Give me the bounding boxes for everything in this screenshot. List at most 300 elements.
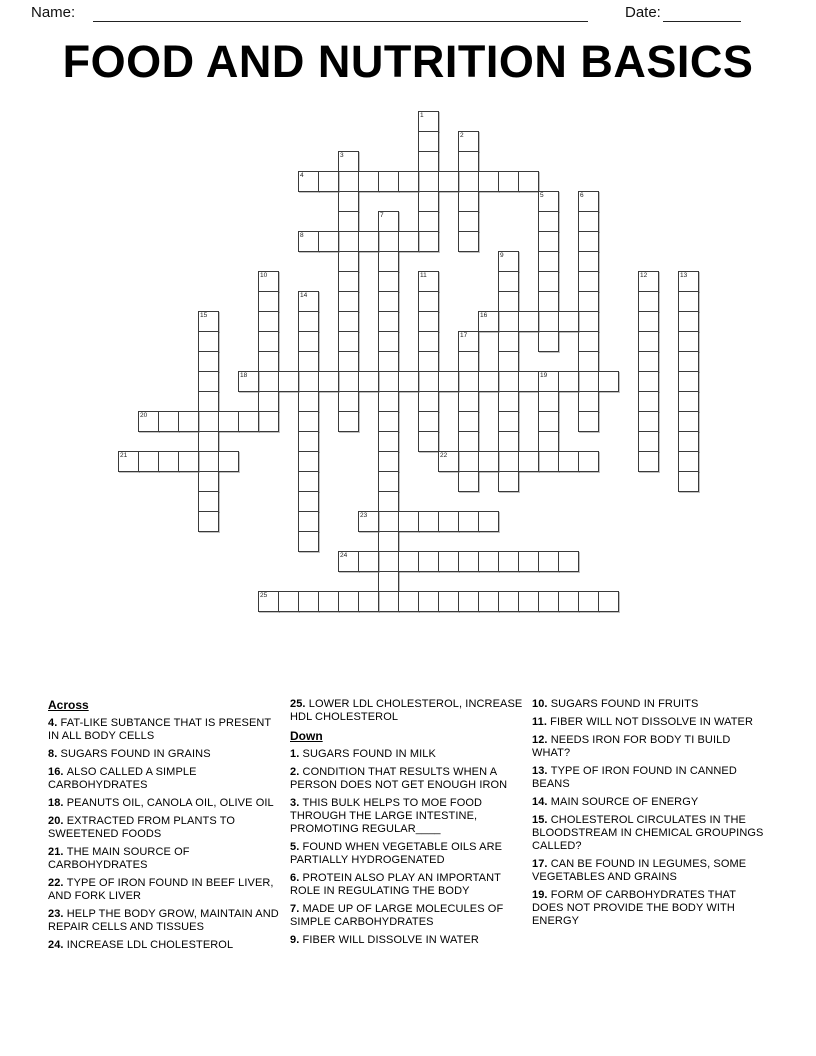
crossword-cell[interactable] — [198, 431, 219, 452]
crossword-cell[interactable] — [258, 271, 279, 292]
crossword-cell[interactable] — [198, 451, 219, 472]
crossword-cell[interactable] — [558, 371, 579, 392]
crossword-cell[interactable] — [318, 591, 339, 612]
crossword-cell[interactable] — [458, 451, 479, 472]
crossword-cell[interactable] — [338, 151, 359, 172]
clue-number: 16. — [48, 766, 67, 778]
crossword-cell[interactable] — [158, 411, 179, 432]
crossword-cell[interactable] — [198, 371, 219, 392]
crossword-cell[interactable] — [358, 591, 379, 612]
crossword-cell[interactable] — [338, 551, 359, 572]
crossword-cell[interactable] — [458, 471, 479, 492]
crossword-cell[interactable] — [218, 451, 239, 472]
crossword-cell[interactable] — [458, 131, 479, 152]
crossword-cell[interactable] — [258, 411, 279, 432]
crossword-cell[interactable] — [418, 191, 439, 212]
crossword-cell[interactable] — [178, 411, 199, 432]
crossword-cell[interactable] — [318, 371, 339, 392]
crossword-cell[interactable] — [538, 431, 559, 452]
crossword-cell[interactable] — [638, 431, 659, 452]
clue-section — [48, 698, 774, 957]
name-label: Name: — [31, 4, 76, 21]
crossword-cell[interactable] — [438, 451, 459, 472]
crossword-cell[interactable] — [638, 411, 659, 432]
crossword-cell[interactable] — [298, 471, 319, 492]
crossword-cell[interactable] — [538, 551, 559, 572]
crossword-cell[interactable] — [298, 311, 319, 332]
crossword-cell[interactable] — [418, 111, 439, 132]
crossword-cell[interactable] — [118, 451, 139, 472]
crossword-cell[interactable] — [378, 331, 399, 352]
clue-item — [290, 748, 527, 761]
crossword-cell[interactable] — [418, 311, 439, 332]
crossword-cell[interactable] — [318, 171, 339, 192]
crossword-cell[interactable] — [638, 451, 659, 472]
crossword-cell[interactable] — [638, 391, 659, 412]
cell-number: 13 — [680, 272, 688, 279]
crossword-cell[interactable] — [298, 391, 319, 412]
cell-number: 18 — [240, 372, 248, 379]
crossword-cell[interactable] — [558, 311, 579, 332]
crossword-cell[interactable] — [398, 591, 419, 612]
crossword-cell[interactable] — [378, 291, 399, 312]
crossword-cell[interactable] — [458, 411, 479, 432]
crossword-cell[interactable] — [578, 251, 599, 272]
crossword-cell[interactable] — [418, 351, 439, 372]
crossword-cell[interactable] — [498, 451, 519, 472]
clue-text: SUGARS FOUND IN FRUITS — [550, 698, 699, 710]
crossword-cell[interactable] — [298, 531, 319, 552]
cell-number: 2 — [460, 132, 464, 139]
crossword-cell[interactable] — [298, 451, 319, 472]
crossword-cell[interactable] — [498, 291, 519, 312]
crossword-cell[interactable] — [638, 311, 659, 332]
clue-number: 15. — [532, 814, 551, 826]
crossword-cell[interactable] — [258, 311, 279, 332]
crossword-cell[interactable] — [338, 411, 359, 432]
crossword-cell[interactable] — [458, 591, 479, 612]
crossword-cell[interactable] — [198, 391, 219, 412]
crossword-cell[interactable] — [138, 411, 159, 432]
crossword-cell[interactable] — [478, 511, 499, 532]
crossword-cell[interactable] — [358, 231, 379, 252]
crossword-cell[interactable] — [378, 231, 399, 252]
crossword-cell[interactable] — [418, 371, 439, 392]
crossword-cell[interactable] — [678, 311, 699, 332]
crossword-cell[interactable] — [398, 371, 419, 392]
crossword-cell[interactable] — [518, 311, 539, 332]
crossword-cell[interactable] — [678, 371, 699, 392]
crossword-cell[interactable] — [458, 551, 479, 572]
crossword-cell[interactable] — [298, 511, 319, 532]
crossword-cell[interactable] — [538, 391, 559, 412]
crossword-cell[interactable] — [458, 191, 479, 212]
cell-number: 10 — [260, 272, 268, 279]
crossword-cell[interactable] — [198, 511, 219, 532]
crossword-cell[interactable] — [338, 311, 359, 332]
cell-number: 20 — [140, 412, 148, 419]
crossword-cell[interactable] — [578, 191, 599, 212]
crossword-cell[interactable] — [498, 331, 519, 352]
clue-number: 4. — [48, 717, 61, 729]
crossword-cell[interactable] — [278, 591, 299, 612]
crossword-cell[interactable] — [298, 331, 319, 352]
clue-number: 25. — [290, 698, 309, 710]
crossword-cell[interactable] — [378, 211, 399, 232]
crossword-cell[interactable] — [338, 331, 359, 352]
crossword-cell[interactable] — [358, 371, 379, 392]
crossword-cell[interactable] — [338, 291, 359, 312]
crossword-cell[interactable] — [378, 271, 399, 292]
crossword-cell[interactable] — [378, 551, 399, 572]
crossword-cell[interactable] — [138, 451, 159, 472]
crossword-cell[interactable] — [358, 551, 379, 572]
name-fill-line[interactable] — [93, 5, 588, 22]
crossword-cell[interactable] — [638, 351, 659, 372]
clue-number: 13. — [532, 765, 551, 777]
date-fill-line[interactable] — [663, 5, 741, 22]
crossword-cell[interactable] — [398, 231, 419, 252]
crossword-cell[interactable] — [338, 391, 359, 412]
crossword-cell[interactable] — [518, 171, 539, 192]
down-heading: Down — [290, 729, 323, 743]
clue-text: TYPE OF IRON FOUND IN CANNED BEANS — [532, 765, 737, 790]
crossword-cell[interactable] — [398, 551, 419, 572]
clue-text: THIS BULK HELPS TO MOE FOOD THROUGH THE LARGE INTESTINE, PROMOTING REGULAR____ — [290, 797, 483, 835]
crossword-cell[interactable] — [378, 531, 399, 552]
clue-item — [532, 765, 769, 791]
clue-item — [48, 939, 285, 952]
crossword-cell[interactable] — [578, 231, 599, 252]
crossword-cell[interactable] — [318, 231, 339, 252]
crossword-cell[interactable] — [678, 431, 699, 452]
crossword-cell[interactable] — [378, 471, 399, 492]
crossword-cell[interactable] — [678, 291, 699, 312]
crossword-cell[interactable] — [518, 371, 539, 392]
clue-number: 7. — [290, 903, 303, 915]
crossword-cell[interactable] — [578, 311, 599, 332]
crossword-cell[interactable] — [498, 311, 519, 332]
crossword-cell[interactable] — [598, 371, 619, 392]
clue-item — [290, 903, 527, 929]
crossword-cell[interactable] — [638, 271, 659, 292]
clue-text: EXTRACTED FROM PLANTS TO SWEETENED FOODS — [48, 815, 235, 840]
crossword-cell[interactable] — [538, 211, 559, 232]
crossword-cell[interactable] — [198, 351, 219, 372]
clue-text: LOWER LDL CHOLESTEROL, INCREASE HDL CHOLESTEROL — [290, 698, 523, 723]
crossword-cell[interactable] — [578, 391, 599, 412]
crossword-cell[interactable] — [518, 591, 539, 612]
cell-number: 22 — [440, 452, 448, 459]
crossword-cell[interactable] — [418, 551, 439, 572]
crossword-cell[interactable] — [458, 351, 479, 372]
crossword-cell[interactable] — [458, 391, 479, 412]
clue-item — [290, 698, 527, 724]
crossword-cell[interactable] — [498, 591, 519, 612]
crossword-cell[interactable] — [578, 271, 599, 292]
crossword-cell[interactable] — [678, 411, 699, 432]
crossword-cell[interactable] — [418, 331, 439, 352]
crossword-cell[interactable] — [338, 171, 359, 192]
crossword-cell[interactable] — [378, 411, 399, 432]
crossword-cell[interactable] — [418, 411, 439, 432]
crossword-cell[interactable] — [338, 251, 359, 272]
crossword-cell[interactable] — [678, 451, 699, 472]
crossword-cell[interactable] — [238, 411, 259, 432]
clue-text: PEANUTS OIL, CANOLA OIL, OLIVE OIL — [66, 797, 274, 809]
clue-item — [48, 797, 285, 810]
crossword-cell[interactable] — [378, 451, 399, 472]
clue-item — [290, 797, 527, 836]
crossword-cell[interactable] — [458, 331, 479, 352]
crossword-cell[interactable] — [178, 451, 199, 472]
crossword-cell[interactable] — [198, 471, 219, 492]
crossword-cell[interactable] — [498, 371, 519, 392]
crossword-cell[interactable] — [538, 191, 559, 212]
clue-text: SUGARS FOUND IN MILK — [302, 748, 436, 760]
crossword-cell[interactable] — [538, 231, 559, 252]
crossword-cell[interactable] — [638, 291, 659, 312]
crossword-cell[interactable] — [378, 351, 399, 372]
crossword-cell[interactable] — [438, 551, 459, 572]
clue-text: CHOLESTEROL CIRCULATES IN THE BLOODSTREAM IN CHEMICAL GROUPINGS CALLED? — [532, 814, 764, 852]
clue-item — [532, 796, 769, 809]
crossword-cell[interactable] — [578, 211, 599, 232]
clue-item — [532, 889, 769, 928]
crossword-cell[interactable] — [418, 591, 439, 612]
crossword-cell[interactable] — [258, 331, 279, 352]
crossword-cell[interactable] — [258, 351, 279, 372]
clue-number: 2. — [290, 766, 303, 778]
clue-item — [290, 934, 527, 947]
crossword-cell[interactable] — [298, 291, 319, 312]
cell-number: 25 — [260, 592, 268, 599]
clue-item — [48, 815, 285, 841]
crossword-cell[interactable] — [498, 271, 519, 292]
crossword-cell[interactable] — [438, 591, 459, 612]
clue-item — [48, 766, 285, 792]
clue-item — [532, 698, 769, 711]
clue-number: 3. — [290, 797, 303, 809]
clue-item — [48, 717, 285, 743]
crossword-cell[interactable] — [438, 371, 459, 392]
crossword-cell[interactable] — [418, 431, 439, 452]
crossword-cell[interactable] — [498, 431, 519, 452]
cell-number: 8 — [300, 232, 304, 239]
crossword-cell[interactable] — [538, 271, 559, 292]
crossword-cell[interactable] — [418, 211, 439, 232]
crossword-cell[interactable] — [498, 171, 519, 192]
crossword-cell[interactable] — [538, 411, 559, 432]
clue-number: 19. — [532, 889, 551, 901]
crossword-cell[interactable] — [578, 351, 599, 372]
clue-number: 6. — [290, 872, 303, 884]
crossword-cell[interactable] — [378, 571, 399, 592]
crossword-cell[interactable] — [538, 371, 559, 392]
crossword-cell[interactable] — [578, 451, 599, 472]
crossword-cell[interactable] — [338, 371, 359, 392]
crossword-cell[interactable] — [338, 351, 359, 372]
clue-item — [290, 766, 527, 792]
crossword-cell[interactable] — [258, 371, 279, 392]
crossword-cell[interactable] — [498, 471, 519, 492]
crossword-cell[interactable] — [538, 291, 559, 312]
puzzle-title: FOOD AND NUTRITION BASICS — [62, 36, 754, 87]
clue-item — [48, 846, 285, 872]
crossword-cell[interactable] — [438, 511, 459, 532]
cell-number: 9 — [500, 252, 504, 259]
crossword-cell[interactable] — [478, 451, 499, 472]
clue-text: NEEDS IRON FOR BODY TI BUILD WHAT? — [532, 734, 731, 759]
clue-column-2 — [290, 698, 527, 957]
crossword-cell[interactable] — [458, 431, 479, 452]
crossword-cell[interactable] — [678, 271, 699, 292]
crossword-cell[interactable] — [378, 171, 399, 192]
crossword-cell[interactable] — [678, 331, 699, 352]
clue-text: TYPE OF IRON FOUND IN BEEF LIVER, AND FORK LIVER — [48, 877, 274, 902]
crossword-cell[interactable] — [378, 431, 399, 452]
clue-number: 9. — [290, 934, 303, 946]
crossword-cell[interactable] — [458, 231, 479, 252]
crossword-cell[interactable] — [298, 171, 319, 192]
crossword-cell[interactable] — [378, 311, 399, 332]
crossword-cell[interactable] — [338, 591, 359, 612]
crossword-cell[interactable] — [378, 371, 399, 392]
crossword-cell[interactable] — [238, 371, 259, 392]
crossword-cell[interactable] — [358, 171, 379, 192]
crossword-cell[interactable] — [638, 371, 659, 392]
cell-number: 3 — [340, 152, 344, 159]
crossword-cell[interactable] — [418, 131, 439, 152]
clue-column-3 — [532, 698, 769, 957]
clue-text: PROTEIN ALSO PLAY AN IMPORTANT ROLE IN REGULATING THE BODY — [290, 872, 501, 897]
crossword-cell[interactable] — [478, 591, 499, 612]
crossword-cell[interactable] — [438, 171, 459, 192]
crossword-cell[interactable] — [378, 511, 399, 532]
crossword-cell[interactable] — [478, 311, 499, 332]
crossword-cell[interactable] — [458, 211, 479, 232]
clue-text: FORM OF CARBOHYDRATES THAT DOES NOT PROVIDE THE BODY WITH ENERGY — [532, 889, 736, 927]
crossword-cell[interactable] — [678, 471, 699, 492]
cell-number: 6 — [580, 192, 584, 199]
crossword-cell[interactable] — [518, 551, 539, 572]
crossword-cell[interactable] — [538, 311, 559, 332]
crossword-cell[interactable] — [418, 231, 439, 252]
clue-number: 8. — [48, 748, 61, 760]
crossword-cell[interactable] — [258, 391, 279, 412]
across-heading: Across — [48, 698, 89, 712]
crossword-cell[interactable] — [678, 391, 699, 412]
crossword-cell[interactable] — [298, 491, 319, 512]
cell-number: 4 — [300, 172, 304, 179]
crossword-cell[interactable] — [498, 351, 519, 372]
crossword-cell[interactable] — [338, 191, 359, 212]
crossword-cell[interactable] — [418, 271, 439, 292]
crossword-cell[interactable] — [338, 211, 359, 232]
crossword-cell[interactable] — [258, 591, 279, 612]
clue-text: FIBER WILL NOT DISSOLVE IN WATER — [550, 716, 754, 728]
crossword-cell[interactable] — [558, 551, 579, 572]
crossword-cell[interactable] — [638, 331, 659, 352]
crossword-cell[interactable] — [458, 511, 479, 532]
crossword-cell[interactable] — [578, 371, 599, 392]
crossword-cell[interactable] — [298, 371, 319, 392]
clue-number: 12. — [532, 734, 551, 746]
crossword-cell[interactable] — [498, 411, 519, 432]
clue-item — [48, 748, 285, 761]
crossword-cell[interactable] — [538, 251, 559, 272]
crossword-cell[interactable] — [218, 411, 239, 432]
crossword-cell[interactable] — [418, 291, 439, 312]
clue-text: CAN BE FOUND IN LEGUMES, SOME VEGETABLES AND GRAINS — [532, 858, 747, 883]
crossword-cell[interactable] — [258, 291, 279, 312]
crossword-cell[interactable] — [338, 271, 359, 292]
crossword-cell[interactable] — [498, 251, 519, 272]
crossword-cell[interactable] — [538, 591, 559, 612]
crossword-cell[interactable] — [418, 511, 439, 532]
crossword-cell[interactable] — [558, 591, 579, 612]
crossword-cell[interactable] — [418, 171, 439, 192]
crossword-cell[interactable] — [458, 171, 479, 192]
cell-number: 11 — [420, 272, 427, 279]
crossword-cell[interactable] — [398, 511, 419, 532]
crossword-cell[interactable] — [578, 291, 599, 312]
crossword-cell[interactable] — [338, 231, 359, 252]
crossword-cell[interactable] — [678, 351, 699, 372]
crossword-cell[interactable] — [158, 451, 179, 472]
crossword-cell[interactable] — [198, 491, 219, 512]
crossword-cell[interactable] — [578, 591, 599, 612]
crossword-cell[interactable] — [198, 311, 219, 332]
crossword-cell[interactable] — [538, 331, 559, 352]
clue-number: 17. — [532, 858, 551, 870]
crossword-cell[interactable] — [538, 451, 559, 472]
crossword-cell[interactable] — [298, 431, 319, 452]
crossword-cell[interactable] — [498, 391, 519, 412]
crossword-cell[interactable] — [378, 491, 399, 512]
crossword-cell[interactable] — [298, 591, 319, 612]
crossword-cell[interactable] — [518, 451, 539, 472]
crossword-cell[interactable] — [418, 151, 439, 172]
crossword-cell[interactable] — [458, 371, 479, 392]
crossword-cell[interactable] — [198, 411, 219, 432]
crossword-cell[interactable] — [578, 331, 599, 352]
crossword-cell[interactable] — [298, 351, 319, 372]
crossword-cell[interactable] — [478, 171, 499, 192]
crossword-cell[interactable] — [598, 591, 619, 612]
crossword-cell[interactable] — [378, 251, 399, 272]
crossword-cell[interactable] — [498, 551, 519, 572]
crossword-cell[interactable] — [458, 151, 479, 172]
crossword-cell[interactable] — [198, 331, 219, 352]
crossword-cell[interactable] — [578, 411, 599, 432]
crossword-cell[interactable] — [398, 171, 419, 192]
crossword-cell[interactable] — [378, 591, 399, 612]
crossword-cell[interactable] — [418, 391, 439, 412]
crossword-cell[interactable] — [298, 411, 319, 432]
crossword-cell[interactable] — [378, 391, 399, 412]
crossword-cell[interactable] — [358, 511, 379, 532]
clue-number: 18. — [48, 797, 67, 809]
clue-number: 23. — [48, 908, 67, 920]
crossword-cell[interactable] — [278, 371, 299, 392]
crossword-cell[interactable] — [478, 551, 499, 572]
crossword-cell[interactable] — [478, 371, 499, 392]
clue-text: MADE UP OF LARGE MOLECULES OF SIMPLE CARBOHYDRATES — [290, 903, 504, 928]
crossword-cell[interactable] — [298, 231, 319, 252]
crossword-cell[interactable] — [558, 451, 579, 472]
cell-number: 19 — [540, 372, 548, 379]
